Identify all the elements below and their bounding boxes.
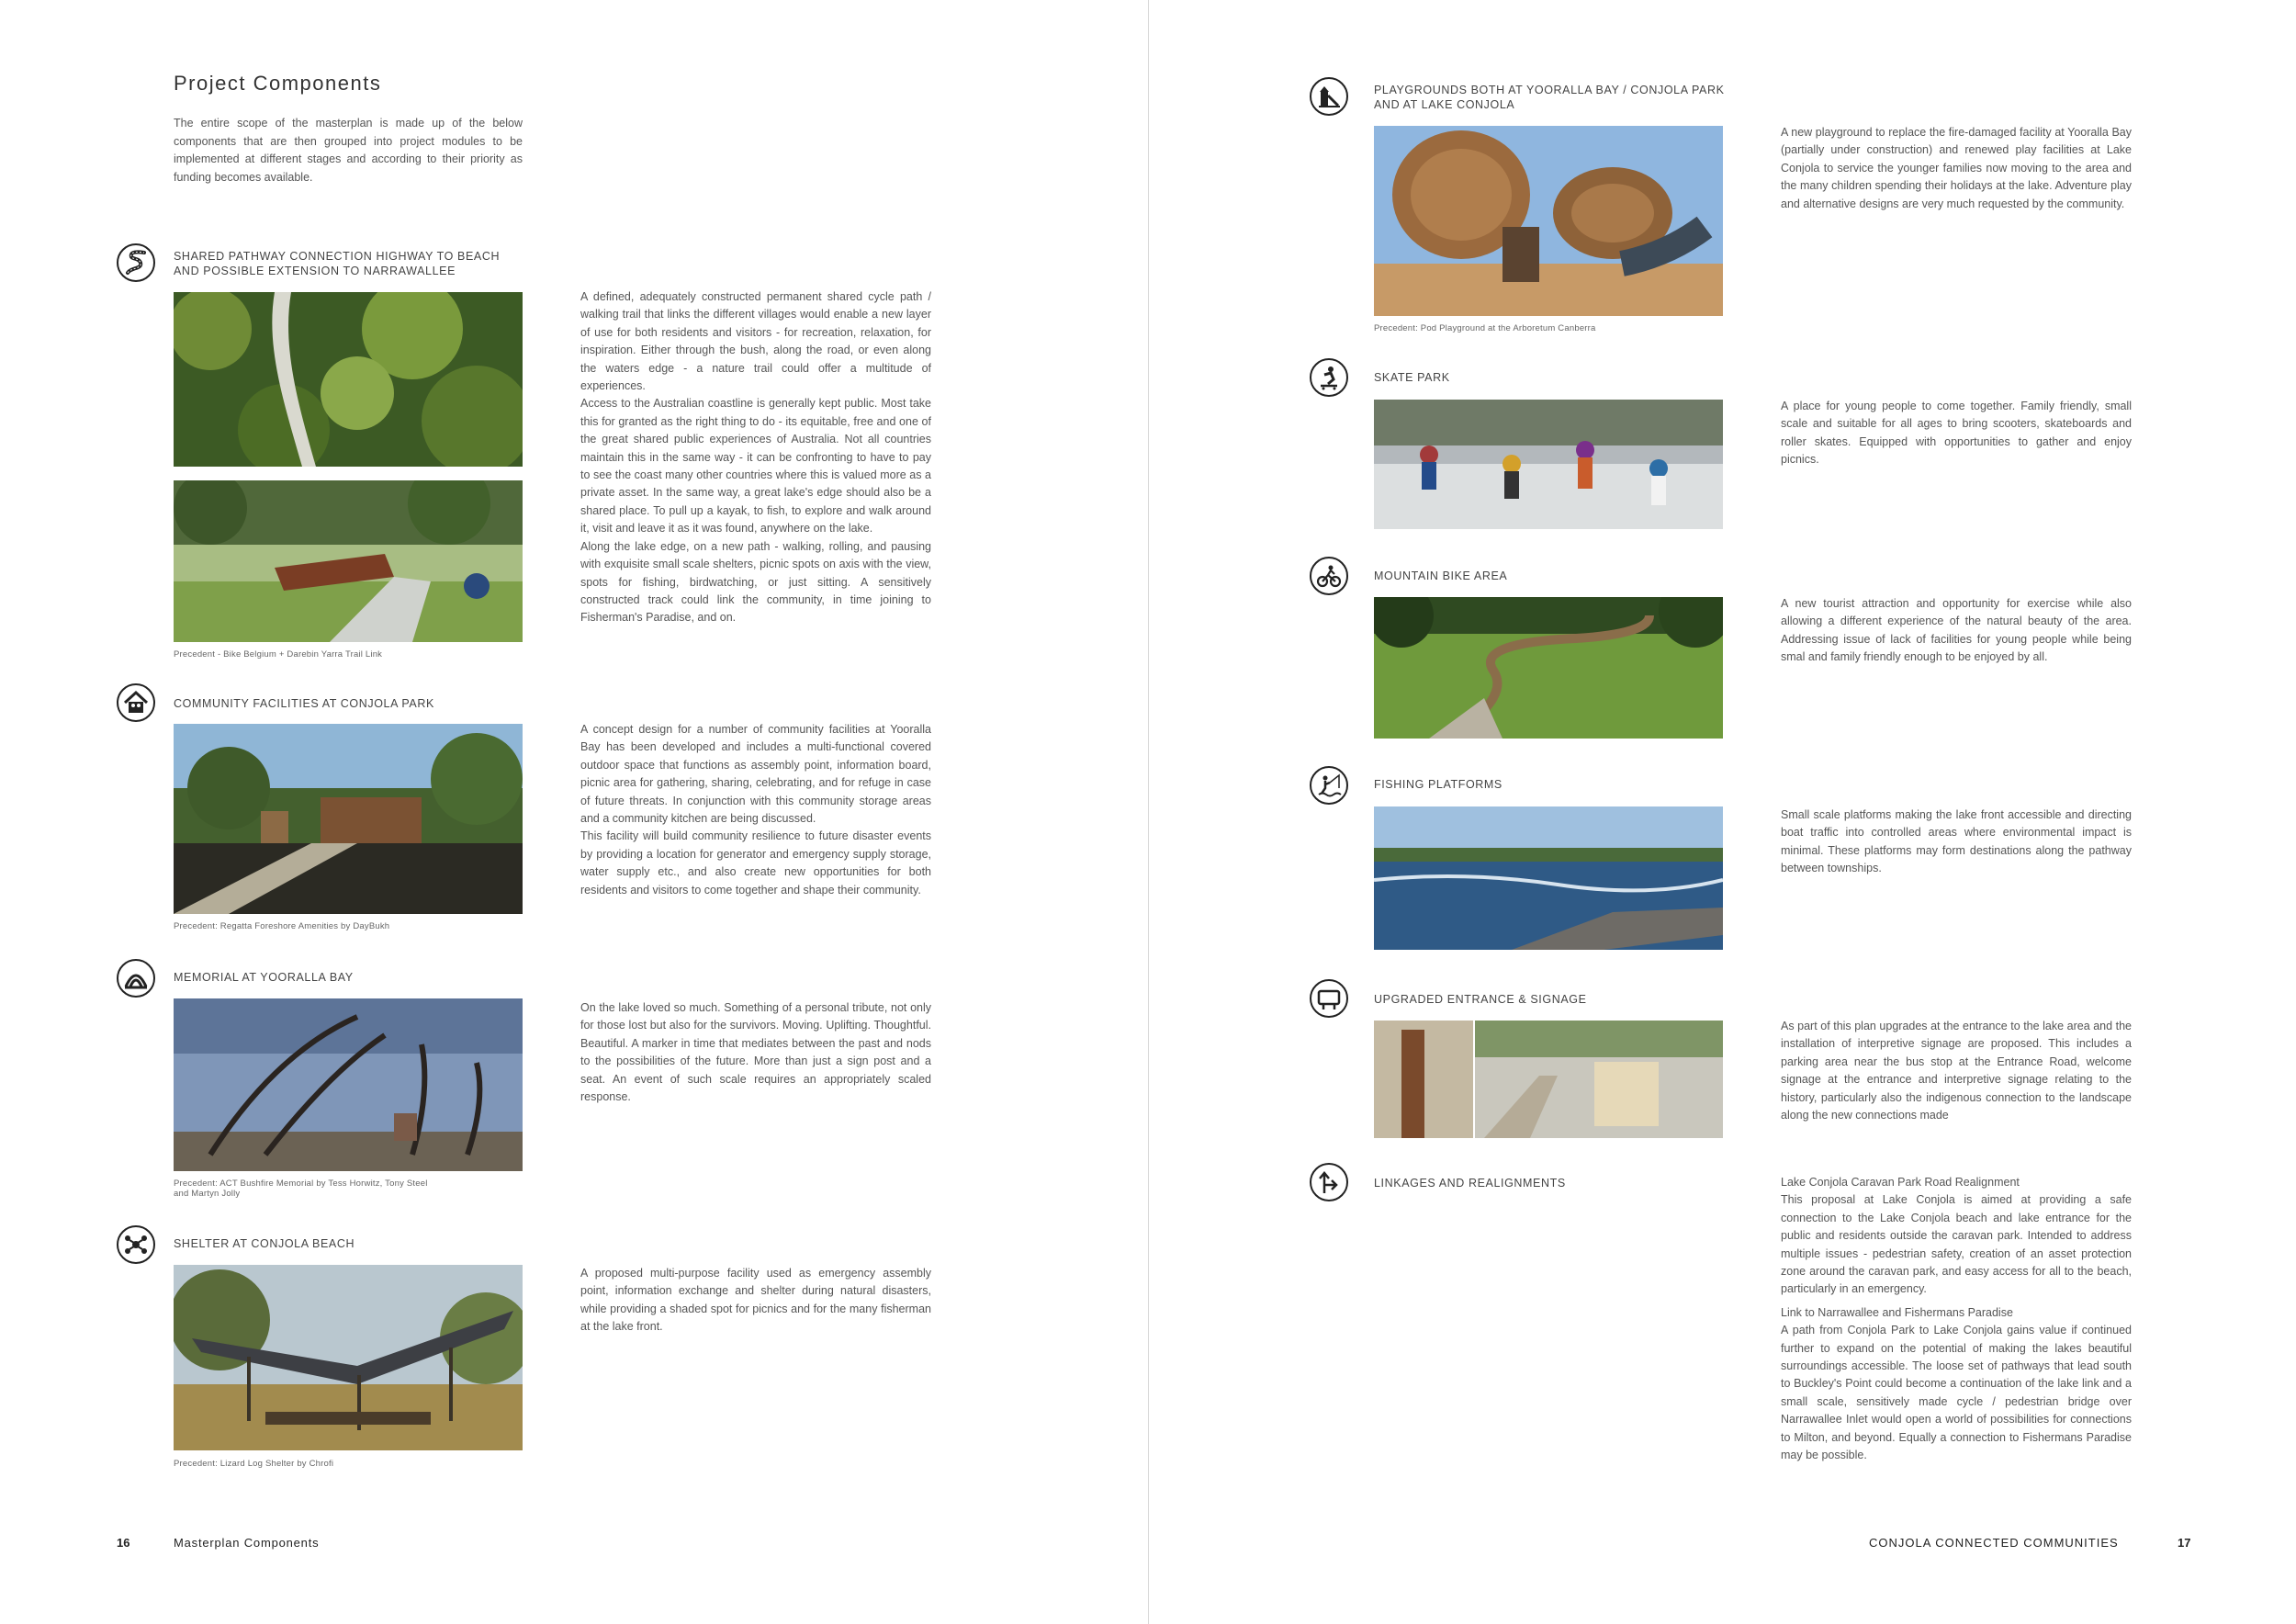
fishing-icon — [1310, 766, 1348, 805]
paragraph: A path from Conjola Park to Lake Conjola gains value if continued further to expand on the potential of making the lakes beautiful surroundings accessible. The loose set of pathways that lead south to Buckley's Point could become a continuation of the lake link and a small scale, sensitively made cycle / pedestrian bridge over Narrawallee Inlet would open a world of possibilities for connections to Milton, and beyond. Equally a connection to Fishermans Paradise may be possible. — [1781, 1324, 2132, 1462]
caption-line: Precedent: ACT Bushfire Memorial by Tess Horwitz, Tony Steel — [174, 1179, 428, 1189]
page-number: 16 — [117, 1536, 130, 1550]
photo-log-shelter — [174, 1265, 523, 1450]
paragraph: As part of this plan upgrades at the entrance to the lake area and the installation of interpretive signage are proposed. This includes a parking area near the bus stop at the Entrance Road, welcome signage at the entrance and interpretive signage relating to the history, particularly also the indigenous connection to the landscape along the new connections made — [1781, 1020, 2132, 1122]
paragraph: This facility will build community resilience to future disaster events by providing a location for generator and emergency supply storage, water supply etc., and also create new opportunities for both residents and visitors to come together and shape their community. — [580, 829, 931, 897]
section-body — [1781, 1018, 2132, 1124]
section-heading: MOUNTAIN BIKE AREA — [1374, 570, 1508, 582]
paragraph: A defined, adequately constructed permanent shared cycle path / walking trail that links the different villages would enable a new layer of use for both residents and visitors - for recreation, relaxation, for inspiration. Either through the bush, along the road, or even along the waters edge - a nature trail could offer a multitude of experiences. — [580, 290, 931, 393]
section-heading: UPGRADED ENTRANCE & SIGNAGE — [1374, 993, 1587, 1006]
heading-line: AND AT LAKE CONJOLA — [1374, 98, 1515, 111]
photo-fishing-platform — [1374, 806, 1723, 950]
page-number: 17 — [2178, 1536, 2191, 1550]
section-body — [580, 999, 931, 1106]
section-heading — [174, 249, 500, 278]
section-heading: MEMORIAL AT YOORALLA BAY — [174, 971, 354, 984]
section-heading: SHELTER AT CONJOLA BEACH — [174, 1237, 355, 1250]
cyclist-icon — [1310, 557, 1348, 595]
photo-mountain-bike-trail — [1374, 597, 1723, 739]
shelter-people-icon — [117, 1225, 155, 1264]
section-body — [1781, 806, 2132, 878]
section-heading: LINKAGES AND REALIGNMENTS — [1374, 1177, 1566, 1190]
image-caption: Precedent: Regatta Foreshore Amenities by DayBukh — [174, 921, 390, 931]
paragraph: A new tourist attraction and opportunity for exercise while also allowing a different experience of the natural beauty of the area. Addressing issue of lack of facilities for young people while being smal and family friendly enough to be enjoyed by all. — [1781, 597, 2132, 664]
right-page — [1149, 0, 2296, 1624]
photo-foreshore-pavilion — [174, 724, 523, 914]
route-arrows-icon — [1310, 1163, 1348, 1201]
subsection-title: Lake Conjola Caravan Park Road Realignment — [1781, 1176, 2020, 1189]
image-caption: Precedent - Bike Belgium + Darebin Yarra Trail Link — [174, 649, 383, 660]
paragraph: On the lake loved so much. Something of a personal tribute, not only for those lost but also for the survivors. Moving. Uplifting. Thoughtful. Beautiful. A marker in time that mediates between the past and nods to the possibilities of the future. More than just a sign post and a seat. An event of such scale requires an appropriately scaled response. — [580, 1001, 931, 1104]
paragraph: A place for young people to come together. Family friendly, small scale and suitable for all ages to bring scooters, skateboards and roller skates. Equipped with opportunities to gather and enjoy picnics. — [1781, 400, 2132, 467]
community-house-icon — [117, 683, 155, 722]
winding-path-icon — [117, 243, 155, 282]
section-heading: SKATE PARK — [1374, 371, 1450, 384]
footer-label: Masterplan Components — [174, 1536, 320, 1550]
paragraph: A concept design for a number of community facilities at Yooralla Bay has been developed and includes a multi-functional covered outdoor space that functions as assembly point, information board, picnic area for gathering, sharing, celebrating, and for refuge in case of future threats. In conjunction with this community storage areas and a community kitchen are being discussed. — [580, 723, 931, 826]
section-body — [580, 288, 931, 627]
subsection-title: Link to Narrawallee and Fishermans Paradise — [1781, 1305, 2013, 1319]
paragraph: This proposal at Lake Conjola is aimed at providing a safe connection to the Lake Conjola beach and lake entrance for the public and residents outside the caravan park. Intended to address multiple issues - pedestrian safety, creation of an asset protection zone around the caravan park, and easy access for all to the beach, particularly in an emergency. — [1781, 1193, 2132, 1296]
footer-label: CONJOLA CONNECTED COMMUNITIES — [1869, 1536, 2119, 1550]
section-body — [580, 721, 931, 899]
section-body — [1781, 595, 2132, 667]
intro-paragraph: The entire scope of the masterplan is made up of the below components that are then grouped into project modules to be implemented at different stages and according to their priority as funding becomes available. — [174, 117, 523, 184]
photo-skate-park — [1374, 400, 1723, 529]
photo-pod-playground — [1374, 126, 1723, 316]
skater-icon — [1310, 358, 1348, 397]
image-caption: Precedent: Pod Playground at the Arboretum Canberra — [1374, 323, 1596, 333]
paragraph: Access to the Australian coastline is generally kept public. Most take this for granted as the right thing to do - its equitable, free and one of the great shared public experiences of Australia. Not all countries maintain this in the same way - it can be confronting to have to pay to see the coast many other countries where this is valued more as a private asset. In the same way, a great lake's edge should also be a shared place. To pull up a kayak, to fish, to explore and walk around it, visit and leave it as it was found, anywhere on the lake. — [580, 397, 931, 536]
signage-board-icon — [1310, 979, 1348, 1018]
caption-line: and Martyn Jolly — [174, 1189, 241, 1199]
photo-bushfire-memorial — [174, 998, 523, 1171]
paragraph: Along the lake edge, on a new path - walking, rolling, and pausing with exquisite small scale shelters, picnic spots on axis with the view, spots for fishing, birdwatching, or just sitting. A sensitively constructed track could link the community, in time joining to Fisherman's Paradise, and on. — [580, 539, 931, 625]
heading-line: AND POSSIBLE EXTENSION TO NARRAWALLEE — [174, 265, 456, 277]
image-caption: Precedent: Lizard Log Shelter by Chrofi — [174, 1459, 334, 1469]
section-heading: COMMUNITY FACILITIES AT CONJOLA PARK — [174, 697, 434, 710]
paragraph: A new playground to replace the fire-damaged facility at Yooralla Bay (partially under construction) and renewed play facilities at Lake Conjola to service the younger families now moving to the area and the many children spending their holidays at the lake. Adventure play and alternative designs are very much requested by the community. — [1781, 126, 2132, 210]
photo-trail-bridge-cyclist — [174, 480, 523, 642]
photo-entrance-signage — [1374, 1021, 1723, 1138]
playground-icon — [1310, 77, 1348, 116]
heading-line: PLAYGROUNDS BOTH AT YOORALLA BAY / CONJOLA PARK — [1374, 84, 1725, 96]
paragraph: Small scale platforms making the lake front accessible and directing boat traffic into controlled areas where environmental impact is minimal. These platforms may form destinations along the pathway between townships. — [1781, 808, 2132, 875]
section-body — [1781, 1174, 2132, 1465]
memorial-arch-icon — [117, 959, 155, 998]
paragraph: A proposed multi-purpose facility used as emergency assembly point, information exchange and shelter during natural disasters, while providing a shaded spot for picnics and for the many fisherman at the lake front. — [580, 1267, 931, 1334]
photo-forest-bridge-aerial — [174, 292, 523, 467]
section-body — [580, 1265, 931, 1336]
heading-line: SHARED PATHWAY CONNECTION HIGHWAY TO BEACH — [174, 250, 501, 263]
section-body — [1781, 124, 2132, 213]
page-title: Project Components — [174, 72, 382, 95]
section-body — [1781, 398, 2132, 469]
section-heading: FISHING PLATFORMS — [1374, 778, 1503, 791]
section-heading — [1374, 83, 1725, 112]
image-caption — [174, 1179, 428, 1199]
